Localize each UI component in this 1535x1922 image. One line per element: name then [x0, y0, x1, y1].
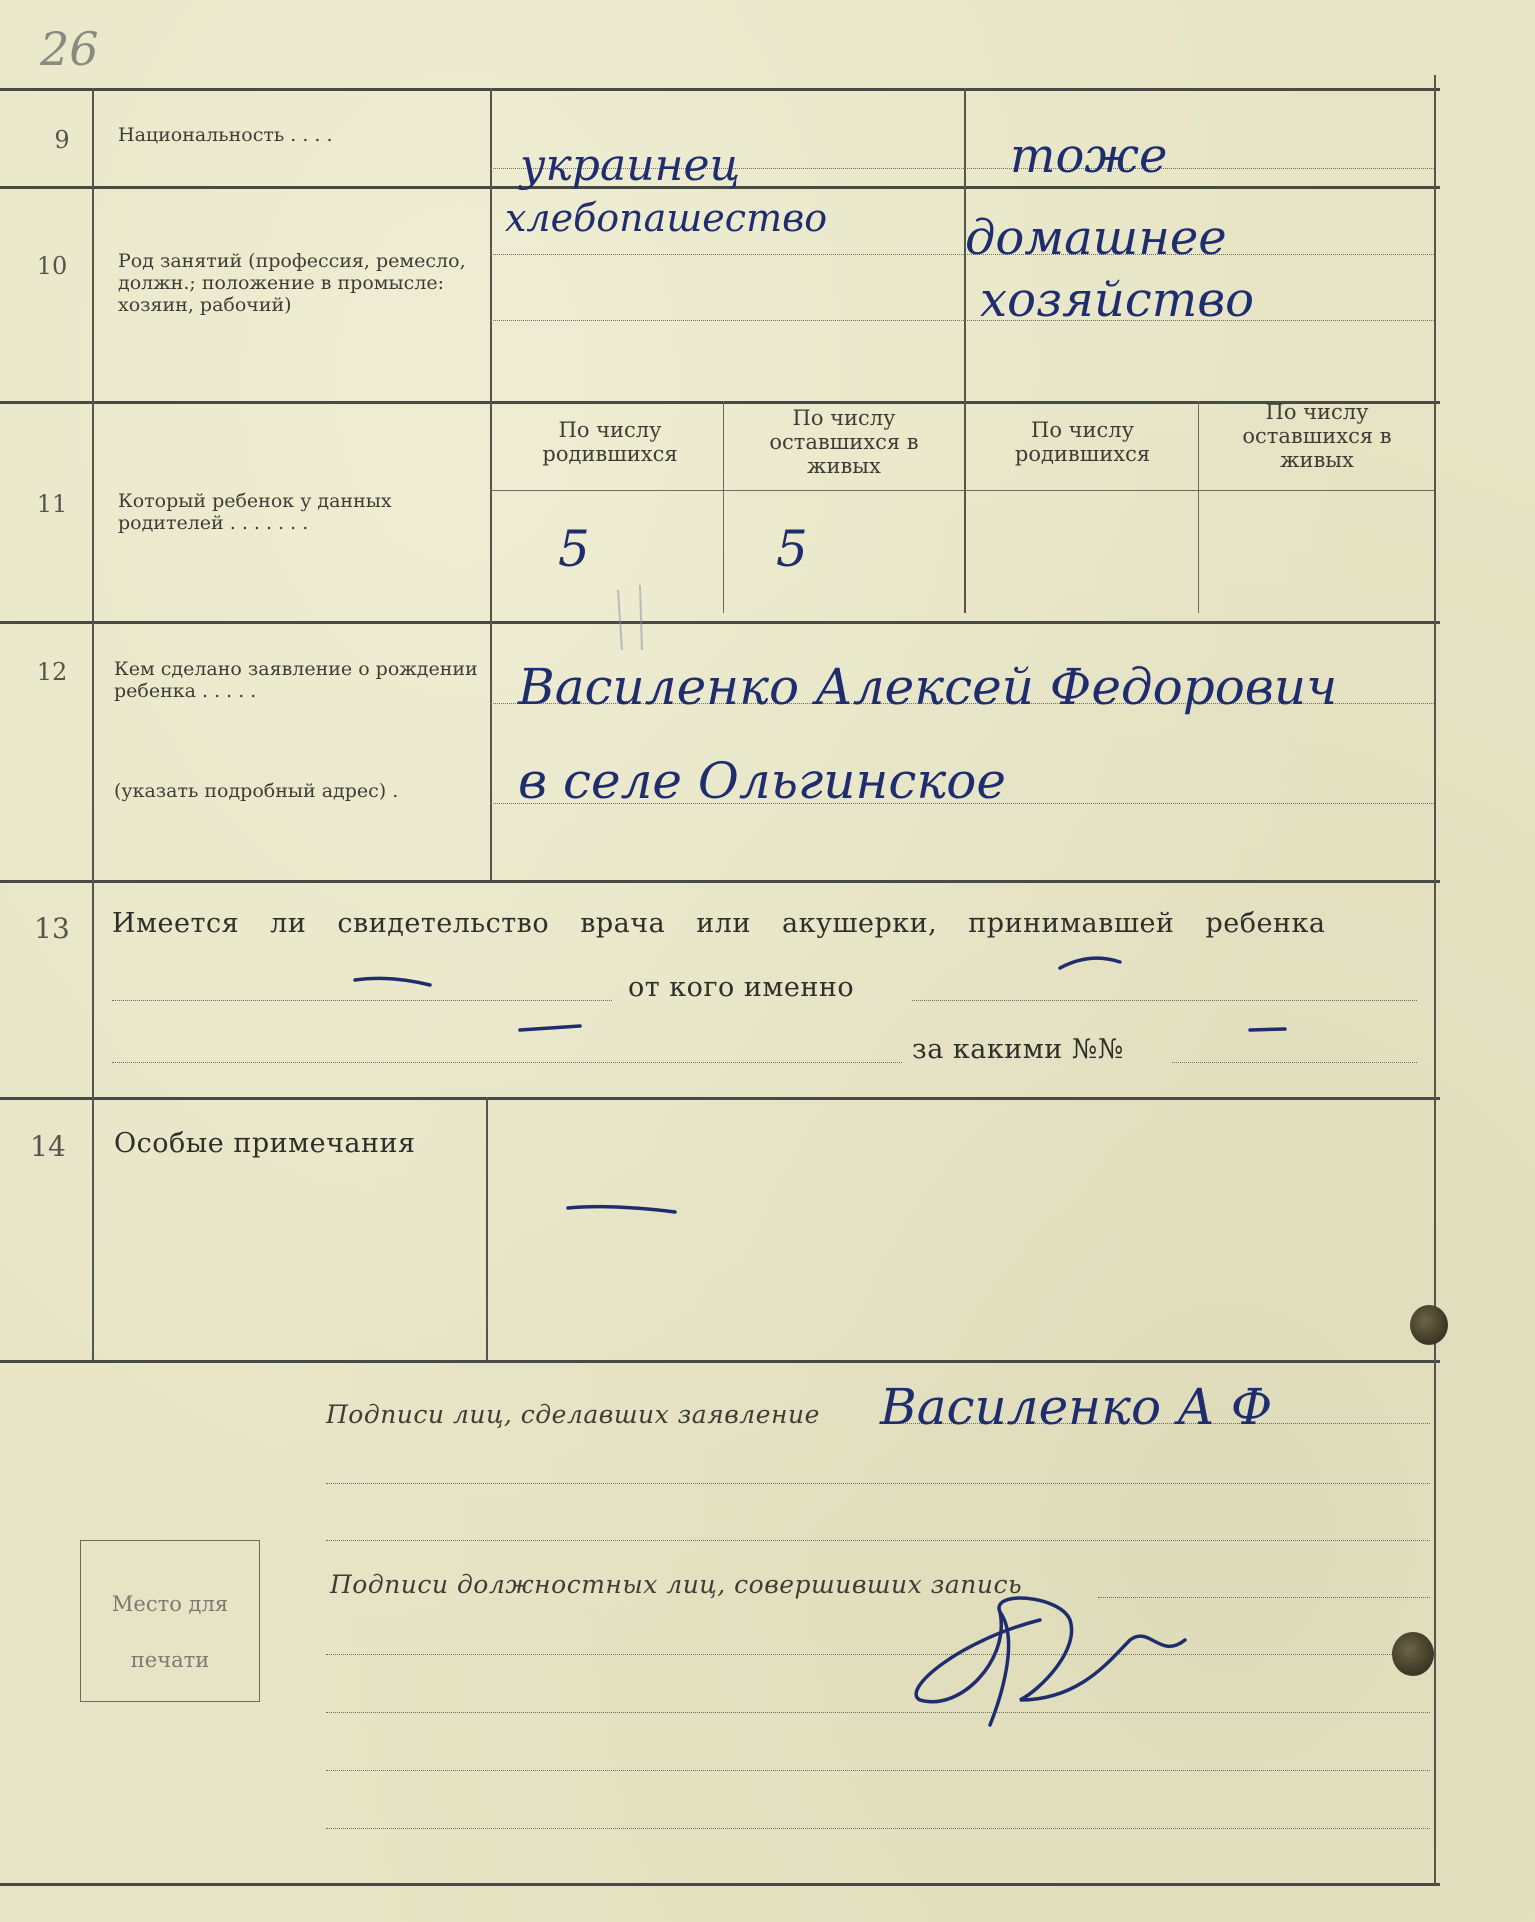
dash-mark [1250, 1029, 1285, 1030]
official-signature-stroke [916, 1598, 1185, 1702]
row-13-question: Имеется ли свидетельство врача или акушерки, принимавшей ребенка [112, 908, 1326, 939]
punch-hole [1392, 1632, 1434, 1676]
row-11-header-mother-born: По числу родившихся [1014, 418, 1151, 466]
dash-mark [568, 1207, 675, 1212]
row-9-number: 9 [54, 126, 70, 154]
row-13-number: 13 [34, 912, 70, 945]
declarants-signature-label: Подписи лиц, сделавших заявление [326, 1400, 820, 1429]
official-signature-stroke [990, 1612, 1009, 1725]
row-9-mother-value: тоже [1010, 128, 1168, 184]
row-12-label: Кем сделано заявление о рождении ребенка . . . . . [114, 658, 478, 702]
row-10-mother-value-line1: домашнее [965, 210, 1227, 266]
row-13-numbers: за какими №№ [912, 1034, 1124, 1065]
row-11-value-born: 5 [558, 520, 590, 578]
row-11-label: Который ребенок у данных родителей . . . . . . . [118, 490, 392, 534]
officials-signature-label: Подписи должностных лиц, совершивших запись [330, 1570, 1023, 1599]
row-11-header-father-born: По числу родившихся [542, 418, 678, 466]
row-10-number: 10 [36, 252, 68, 280]
row-14-number: 14 [30, 1130, 66, 1163]
stamp-place-label: Место для печати [111, 1592, 229, 1672]
row-13-from-whom: от кого именно [628, 972, 855, 1003]
corner-note: 26 [40, 22, 99, 76]
row-9-label: Национальность . . . . [118, 124, 333, 146]
dash-mark [355, 978, 430, 985]
row-12-address-label: (указать подробный адрес) . [114, 780, 399, 802]
row-11-number: 11 [36, 490, 68, 518]
row-11-header-father-alive: По числу оставшихся в живых [769, 406, 919, 478]
punch-hole [1410, 1305, 1448, 1345]
row-10-mother-value-line2: хозяйство [980, 272, 1255, 328]
row-11-header-mother-alive: По числу оставшихся в живых [1242, 400, 1392, 472]
row-9-father-value: украинец [520, 140, 741, 191]
row-14-label: Особые примечания [114, 1128, 416, 1159]
row-12-address-value: в селе Ольгинское [518, 752, 1006, 810]
row-12-declarant-value: Василенко Алексей Федорович [518, 658, 1338, 716]
dash-mark [520, 1026, 580, 1030]
declarant-signature: Василенко А Ф [880, 1378, 1273, 1436]
dash-mark [1060, 958, 1120, 968]
row-10-label: Род занятий (профессия, ремесло, должн.; положение в промысле: хозяин, рабочий) [118, 250, 466, 316]
row-10-father-value: хлебопашество [505, 196, 828, 240]
row-11-value-alive: 5 [776, 520, 808, 578]
row-12-number: 12 [36, 658, 68, 686]
